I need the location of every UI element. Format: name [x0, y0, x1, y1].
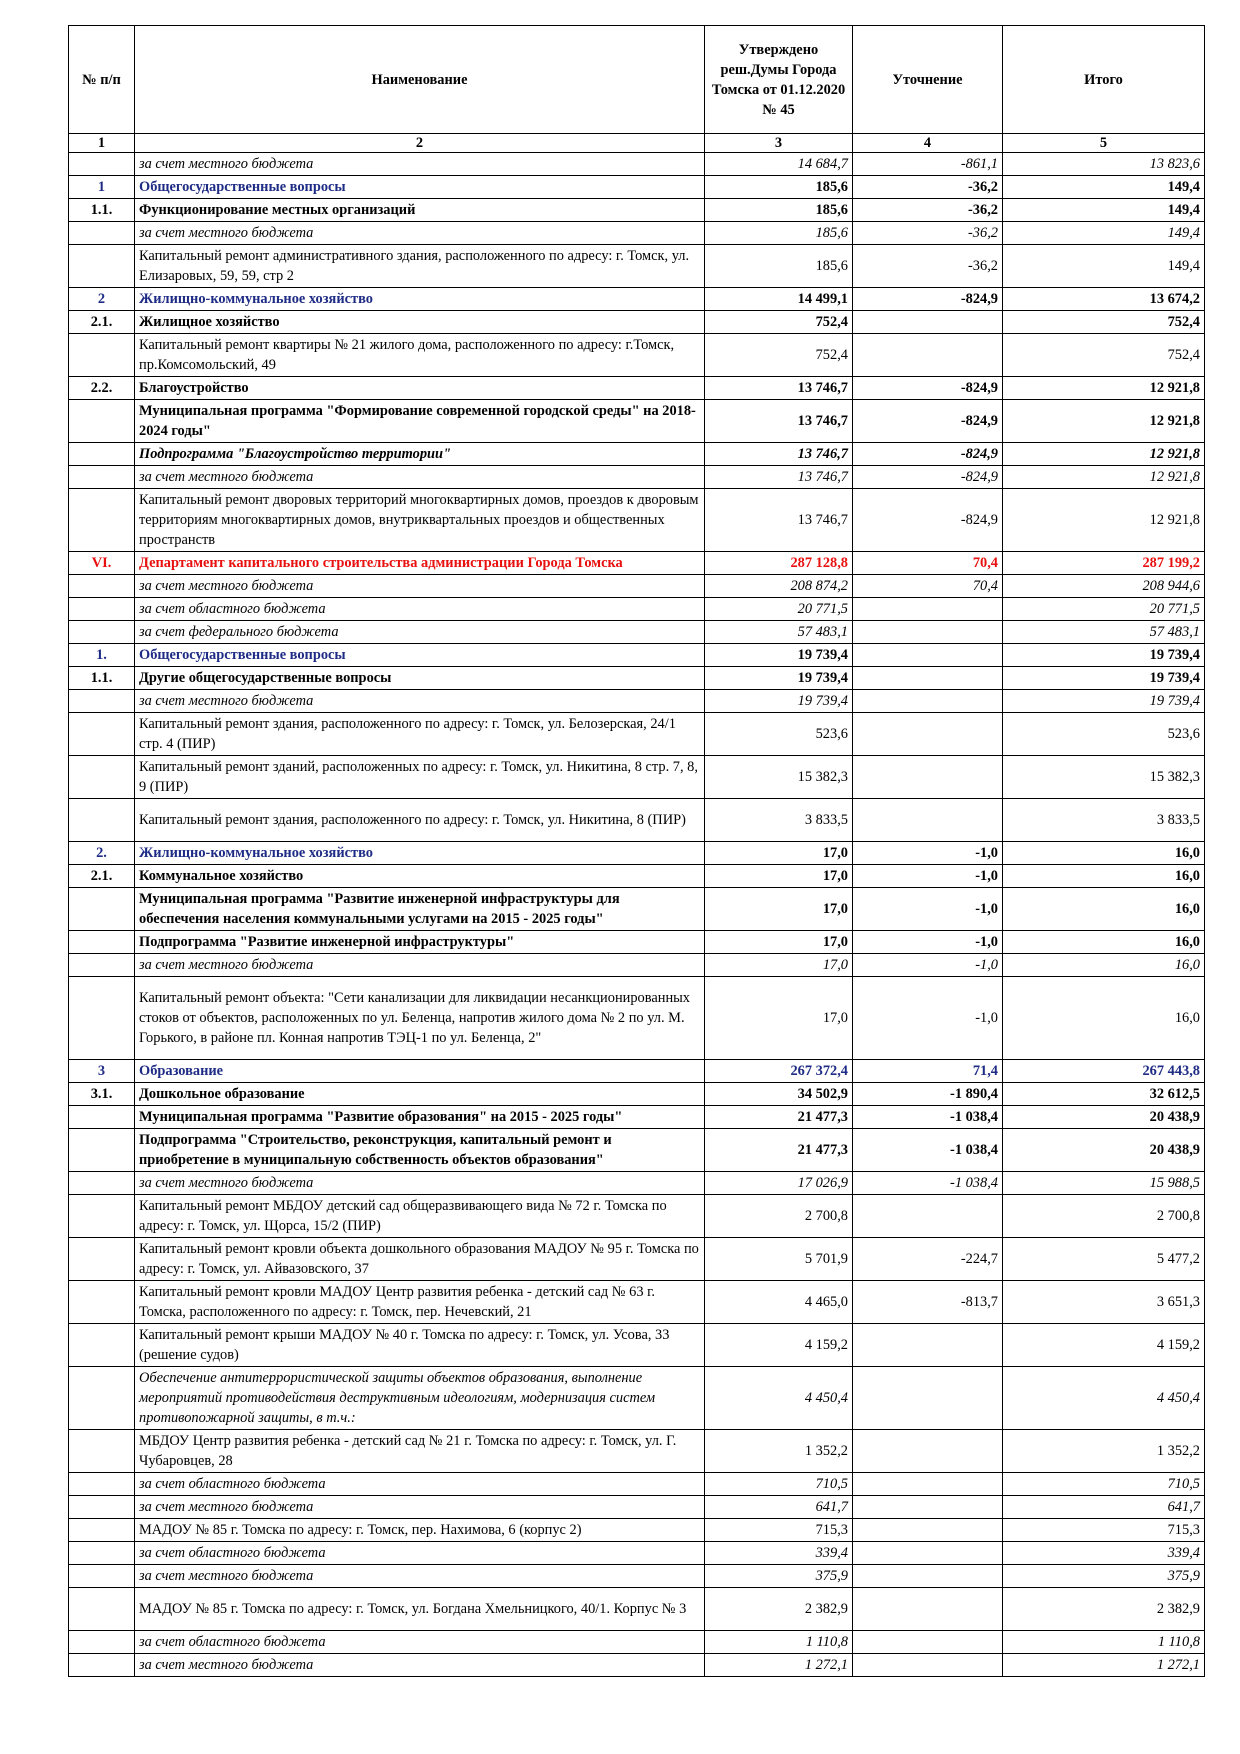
row-total: 20 438,9: [1003, 1129, 1205, 1172]
row-adjust: [853, 1588, 1003, 1631]
row-approved: 17,0: [705, 842, 853, 865]
row-adjust: [853, 1430, 1003, 1473]
row-adjust: [853, 311, 1003, 334]
row-approved: 19 739,4: [705, 667, 853, 690]
row-approved: 19 739,4: [705, 644, 853, 667]
row-approved: 752,4: [705, 311, 853, 334]
row-name: Общегосударственные вопросы: [135, 176, 705, 199]
row-num: [69, 575, 135, 598]
row-approved: 13 746,7: [705, 466, 853, 489]
row-adjust: -1 038,4: [853, 1172, 1003, 1195]
colnum: 3: [705, 134, 853, 153]
row-name: за счет областного бюджета: [135, 1473, 705, 1496]
row-adjust: [853, 1195, 1003, 1238]
row-total: 287 199,2: [1003, 552, 1205, 575]
row-name: за счет местного бюджета: [135, 1654, 705, 1677]
header-adjust: Уточнение: [853, 26, 1003, 134]
row-name: за счет местного бюджета: [135, 1172, 705, 1195]
row-approved: 208 874,2: [705, 575, 853, 598]
row-num: 1.1.: [69, 667, 135, 690]
row-name: Подпрограмма "Строительство, реконструкция, капитальный ремонт и приобретение в муниципальную собственность объектов образования": [135, 1129, 705, 1172]
row-total: 20 771,5: [1003, 598, 1205, 621]
row-num: [69, 400, 135, 443]
row-num: [69, 1281, 135, 1324]
row-num: [69, 222, 135, 245]
row-num: [69, 334, 135, 377]
row-num: [69, 954, 135, 977]
row-total: 641,7: [1003, 1496, 1205, 1519]
row-total: 2 382,9: [1003, 1588, 1205, 1631]
row-adjust: [853, 713, 1003, 756]
row-num: [69, 153, 135, 176]
row-approved: 710,5: [705, 1473, 853, 1496]
row-approved: 267 372,4: [705, 1060, 853, 1083]
row-adjust: [853, 644, 1003, 667]
row-adjust: [853, 1496, 1003, 1519]
row-total: 4 159,2: [1003, 1324, 1205, 1367]
row-num: [69, 1631, 135, 1654]
row-num: [69, 466, 135, 489]
row-name: Подпрограмма "Развитие инженерной инфраструктуры": [135, 931, 705, 954]
row-adjust: 71,4: [853, 1060, 1003, 1083]
row-approved: 185,6: [705, 176, 853, 199]
row-adjust: [853, 1473, 1003, 1496]
row-approved: 287 128,8: [705, 552, 853, 575]
row-name: Капитальный ремонт кровли МАДОУ Центр развития ребенка - детский сад № 63 г. Томска, расположенного по адресу: г. Томск, пер. Нечевский, 21: [135, 1281, 705, 1324]
row-adjust: -1,0: [853, 842, 1003, 865]
row-total: 3 651,3: [1003, 1281, 1205, 1324]
row-adjust: [853, 621, 1003, 644]
row-approved: 13 746,7: [705, 443, 853, 466]
row-total: 13 674,2: [1003, 288, 1205, 311]
row-adjust: [853, 1565, 1003, 1588]
row-name: за счет областного бюджета: [135, 598, 705, 621]
row-num: [69, 1106, 135, 1129]
row-adjust: [853, 1519, 1003, 1542]
row-adjust: -36,2: [853, 245, 1003, 288]
row-approved: 2 700,8: [705, 1195, 853, 1238]
row-num: [69, 690, 135, 713]
row-approved: 17,0: [705, 954, 853, 977]
row-num: 1.: [69, 644, 135, 667]
row-name: за счет местного бюджета: [135, 690, 705, 713]
row-num: [69, 1473, 135, 1496]
row-adjust: [853, 1631, 1003, 1654]
row-name: Капитальный ремонт квартиры № 21 жилого дома, расположенного по адресу: г.Томск, пр.Комсомольский, 49: [135, 334, 705, 377]
row-num: [69, 1195, 135, 1238]
row-adjust: -1 038,4: [853, 1129, 1003, 1172]
row-adjust: [853, 756, 1003, 799]
row-approved: 523,6: [705, 713, 853, 756]
row-name: за счет местного бюджета: [135, 1565, 705, 1588]
colnum: 1: [69, 134, 135, 153]
column-numbers-row: [69, 134, 1205, 153]
row-adjust: -1,0: [853, 888, 1003, 931]
row-num: [69, 1129, 135, 1172]
row-approved: 4 465,0: [705, 1281, 853, 1324]
row-approved: 641,7: [705, 1496, 853, 1519]
row-name: МБДОУ Центр развития ребенка - детский сад № 21 г. Томска по адресу: г. Томск, ул. Г. Чубаровцев, 28: [135, 1430, 705, 1473]
row-total: 2 700,8: [1003, 1195, 1205, 1238]
row-name: за счет областного бюджета: [135, 1542, 705, 1565]
row-total: 13 823,6: [1003, 153, 1205, 176]
row-adjust: -1 038,4: [853, 1106, 1003, 1129]
row-name: МАДОУ № 85 г. Томска по адресу: г. Томск, ул. Богдана Хмельницкого, 40/1. Корпус № 3: [135, 1588, 705, 1631]
row-adjust: [853, 1324, 1003, 1367]
colnum: 2: [135, 134, 705, 153]
row-name: Муниципальная программа "Развитие образования" на 2015 - 2025 годы": [135, 1106, 705, 1129]
row-total: 149,4: [1003, 245, 1205, 288]
row-approved: 13 746,7: [705, 377, 853, 400]
row-num: [69, 489, 135, 552]
header-num: № п/п: [69, 26, 135, 134]
row-total: 1 110,8: [1003, 1631, 1205, 1654]
row-total: 16,0: [1003, 888, 1205, 931]
row-total: 523,6: [1003, 713, 1205, 756]
row-name: Капитальный ремонт здания, расположенного по адресу: г. Томск, ул. Белозерская, 24/1 стр. 4 (ПИР): [135, 713, 705, 756]
row-approved: 17 026,9: [705, 1172, 853, 1195]
row-adjust: [853, 334, 1003, 377]
row-total: 15 382,3: [1003, 756, 1205, 799]
row-num: [69, 245, 135, 288]
row-approved: 3 833,5: [705, 799, 853, 842]
row-num: [69, 598, 135, 621]
row-approved: 1 272,1: [705, 1654, 853, 1677]
row-approved: 1 110,8: [705, 1631, 853, 1654]
row-adjust: [853, 667, 1003, 690]
row-approved: 19 739,4: [705, 690, 853, 713]
row-num: 1: [69, 176, 135, 199]
row-total: 12 921,8: [1003, 400, 1205, 443]
row-approved: 1 352,2: [705, 1430, 853, 1473]
row-adjust: 70,4: [853, 575, 1003, 598]
row-total: 16,0: [1003, 954, 1205, 977]
row-total: 715,3: [1003, 1519, 1205, 1542]
row-num: [69, 1367, 135, 1430]
row-name: за счет местного бюджета: [135, 575, 705, 598]
row-name: Капитальный ремонт зданий, расположенных по адресу: г. Томск, ул. Никитина, 8 стр. 7, 8, 9 (ПИР): [135, 756, 705, 799]
row-approved: 14 684,7: [705, 153, 853, 176]
row-num: VI.: [69, 552, 135, 575]
row-name: Коммунальное хозяйство: [135, 865, 705, 888]
row-total: 1 272,1: [1003, 1654, 1205, 1677]
row-name: Капитальный ремонт административного здания, расположенного по адресу: г. Томск, ул. Елизаровых, 59, 59, стр 2: [135, 245, 705, 288]
row-adjust: -824,9: [853, 377, 1003, 400]
row-approved: 185,6: [705, 199, 853, 222]
row-approved: 185,6: [705, 222, 853, 245]
row-name: Жилищно-коммунальное хозяйство: [135, 288, 705, 311]
row-num: 2: [69, 288, 135, 311]
row-approved: 5 701,9: [705, 1238, 853, 1281]
colnum: 5: [1003, 134, 1205, 153]
row-adjust: -813,7: [853, 1281, 1003, 1324]
row-name: за счет местного бюджета: [135, 466, 705, 489]
row-name: за счет областного бюджета: [135, 1631, 705, 1654]
row-approved: 185,6: [705, 245, 853, 288]
row-num: 2.1.: [69, 311, 135, 334]
row-num: 3: [69, 1060, 135, 1083]
row-name: Жилищно-коммунальное хозяйство: [135, 842, 705, 865]
row-total: 12 921,8: [1003, 466, 1205, 489]
row-adjust: -1,0: [853, 931, 1003, 954]
row-adjust: [853, 1542, 1003, 1565]
row-adjust: -861,1: [853, 153, 1003, 176]
row-name: Обеспечение антитеррористической защиты объектов образования, выполнение мероприятий противодействия деструктивным идеологиям, модернизация систем противопожарной защиты, в т.ч.:: [135, 1367, 705, 1430]
row-num: 2.: [69, 842, 135, 865]
row-approved: 17,0: [705, 888, 853, 931]
row-approved: 20 771,5: [705, 598, 853, 621]
row-adjust: [853, 799, 1003, 842]
row-approved: 14 499,1: [705, 288, 853, 311]
row-adjust: 70,4: [853, 552, 1003, 575]
row-name: за счет местного бюджета: [135, 153, 705, 176]
row-approved: 34 502,9: [705, 1083, 853, 1106]
row-num: [69, 888, 135, 931]
row-total: 16,0: [1003, 842, 1205, 865]
row-total: 32 612,5: [1003, 1083, 1205, 1106]
row-approved: 375,9: [705, 1565, 853, 1588]
row-num: 2.2.: [69, 377, 135, 400]
row-name: Муниципальная программа "Развитие инженерной инфраструктуры для обеспечения населения коммунальными услугами на 2015 - 2025 годы": [135, 888, 705, 931]
row-name: Капитальный ремонт здания, расположенного по адресу: г. Томск, ул. Никитина, 8 (ПИР): [135, 799, 705, 842]
row-approved: 15 382,3: [705, 756, 853, 799]
row-num: [69, 1519, 135, 1542]
row-approved: 57 483,1: [705, 621, 853, 644]
row-approved: 2 382,9: [705, 1588, 853, 1631]
row-total: 149,4: [1003, 176, 1205, 199]
table-header-row: [69, 26, 1205, 134]
row-total: 5 477,2: [1003, 1238, 1205, 1281]
row-adjust: -824,9: [853, 466, 1003, 489]
row-total: 16,0: [1003, 977, 1205, 1060]
row-name: Дошкольное образование: [135, 1083, 705, 1106]
row-num: [69, 443, 135, 466]
row-total: 15 988,5: [1003, 1172, 1205, 1195]
row-adjust: -36,2: [853, 176, 1003, 199]
row-num: [69, 1430, 135, 1473]
row-total: 12 921,8: [1003, 489, 1205, 552]
row-total: 12 921,8: [1003, 443, 1205, 466]
row-adjust: [853, 598, 1003, 621]
row-name: Департамент капитального строительства администрации Города Томска: [135, 552, 705, 575]
row-adjust: [853, 690, 1003, 713]
row-name: Жилищное хозяйство: [135, 311, 705, 334]
row-total: 20 438,9: [1003, 1106, 1205, 1129]
row-num: [69, 756, 135, 799]
row-name: за счет федерального бюджета: [135, 621, 705, 644]
row-adjust: -1,0: [853, 977, 1003, 1060]
row-approved: 13 746,7: [705, 400, 853, 443]
row-total: 4 450,4: [1003, 1367, 1205, 1430]
row-approved: 13 746,7: [705, 489, 853, 552]
row-total: 149,4: [1003, 222, 1205, 245]
row-name: Капитальный ремонт объекта: "Сети канализации для ликвидации несанкционированных стоков от объектов, расположенных по ул. Беленца, напротив жилого дома № 2 по ул. М. Горького, в районе пл. Конная напротив ТЭЦ-1 по ул. Беленца, 2": [135, 977, 705, 1060]
budget-table: [68, 25, 1205, 1677]
row-num: [69, 1496, 135, 1519]
row-adjust: -824,9: [853, 443, 1003, 466]
row-adjust: -1,0: [853, 954, 1003, 977]
row-num: [69, 1588, 135, 1631]
row-total: 19 739,4: [1003, 644, 1205, 667]
row-total: 12 921,8: [1003, 377, 1205, 400]
row-approved: 17,0: [705, 931, 853, 954]
row-num: [69, 799, 135, 842]
row-adjust: [853, 1654, 1003, 1677]
row-adjust: -1,0: [853, 865, 1003, 888]
row-num: [69, 1565, 135, 1588]
row-num: [69, 621, 135, 644]
row-total: 267 443,8: [1003, 1060, 1205, 1083]
row-num: [69, 1172, 135, 1195]
row-total: 339,4: [1003, 1542, 1205, 1565]
row-adjust: [853, 1367, 1003, 1430]
row-total: 16,0: [1003, 931, 1205, 954]
row-name: Образование: [135, 1060, 705, 1083]
row-name: Подпрограмма "Благоустройство территории": [135, 443, 705, 466]
colnum: 4: [853, 134, 1003, 153]
row-num: [69, 1238, 135, 1281]
row-approved: 21 477,3: [705, 1106, 853, 1129]
row-name: Капитальный ремонт МБДОУ детский сад общеразвивающего вида № 72 г. Томска по адресу: г. Томск, ул. Щорса, 15/2 (ПИР): [135, 1195, 705, 1238]
row-total: 19 739,4: [1003, 690, 1205, 713]
row-name: Благоустройство: [135, 377, 705, 400]
row-num: [69, 931, 135, 954]
row-adjust: -224,7: [853, 1238, 1003, 1281]
header-name: Наименование: [135, 26, 705, 134]
row-adjust: -824,9: [853, 400, 1003, 443]
row-total: 1 352,2: [1003, 1430, 1205, 1473]
row-num: [69, 977, 135, 1060]
row-name: Муниципальная программа "Формирование современной городской среды" на 2018-2024 годы": [135, 400, 705, 443]
row-adjust: -1 890,4: [853, 1083, 1003, 1106]
row-approved: 17,0: [705, 977, 853, 1060]
row-total: 710,5: [1003, 1473, 1205, 1496]
row-adjust: -36,2: [853, 222, 1003, 245]
header-approved: Утверждено реш.Думы Города Томска от 01.12.2020 № 45: [705, 26, 853, 134]
row-num: 1.1.: [69, 199, 135, 222]
header-total: Итого: [1003, 26, 1205, 134]
row-approved: 752,4: [705, 334, 853, 377]
row-name: Капитальный ремонт крыши МАДОУ № 40 г. Томска по адресу: г. Томск, ул. Усова, 33 (решение судов): [135, 1324, 705, 1367]
row-name: Капитальный ремонт дворовых территорий многоквартирных домов, проездов к дворовым территориям многоквартирных домов, внутриквартальных проездов и общественных пространств: [135, 489, 705, 552]
row-name: за счет местного бюджета: [135, 954, 705, 977]
row-adjust: -824,9: [853, 288, 1003, 311]
row-total: 208 944,6: [1003, 575, 1205, 598]
row-name: Общегосударственные вопросы: [135, 644, 705, 667]
row-name: Функционирование местных организаций: [135, 199, 705, 222]
row-name: МАДОУ № 85 г. Томска по адресу: г. Томск, пер. Нахимова, 6 (корпус 2): [135, 1519, 705, 1542]
row-num: 2.1.: [69, 865, 135, 888]
row-total: 57 483,1: [1003, 621, 1205, 644]
row-num: [69, 1542, 135, 1565]
row-total: 16,0: [1003, 865, 1205, 888]
row-total: 19 739,4: [1003, 667, 1205, 690]
row-total: 375,9: [1003, 1565, 1205, 1588]
row-adjust: -36,2: [853, 199, 1003, 222]
row-approved: 4 450,4: [705, 1367, 853, 1430]
row-total: 752,4: [1003, 334, 1205, 377]
row-num: [69, 713, 135, 756]
row-approved: 715,3: [705, 1519, 853, 1542]
row-approved: 339,4: [705, 1542, 853, 1565]
row-total: 3 833,5: [1003, 799, 1205, 842]
row-name: Капитальный ремонт кровли объекта дошкольного образования МАДОУ № 95 г. Томска по адресу: г. Томск, ул. Айвазовского, 37: [135, 1238, 705, 1281]
row-adjust: -824,9: [853, 489, 1003, 552]
row-name: за счет местного бюджета: [135, 222, 705, 245]
row-total: 752,4: [1003, 311, 1205, 334]
row-approved: 17,0: [705, 865, 853, 888]
row-approved: 21 477,3: [705, 1129, 853, 1172]
row-approved: 4 159,2: [705, 1324, 853, 1367]
row-num: 3.1.: [69, 1083, 135, 1106]
row-name: Другие общегосударственные вопросы: [135, 667, 705, 690]
row-num: [69, 1324, 135, 1367]
row-name: за счет местного бюджета: [135, 1496, 705, 1519]
row-total: 149,4: [1003, 199, 1205, 222]
row-num: [69, 1654, 135, 1677]
